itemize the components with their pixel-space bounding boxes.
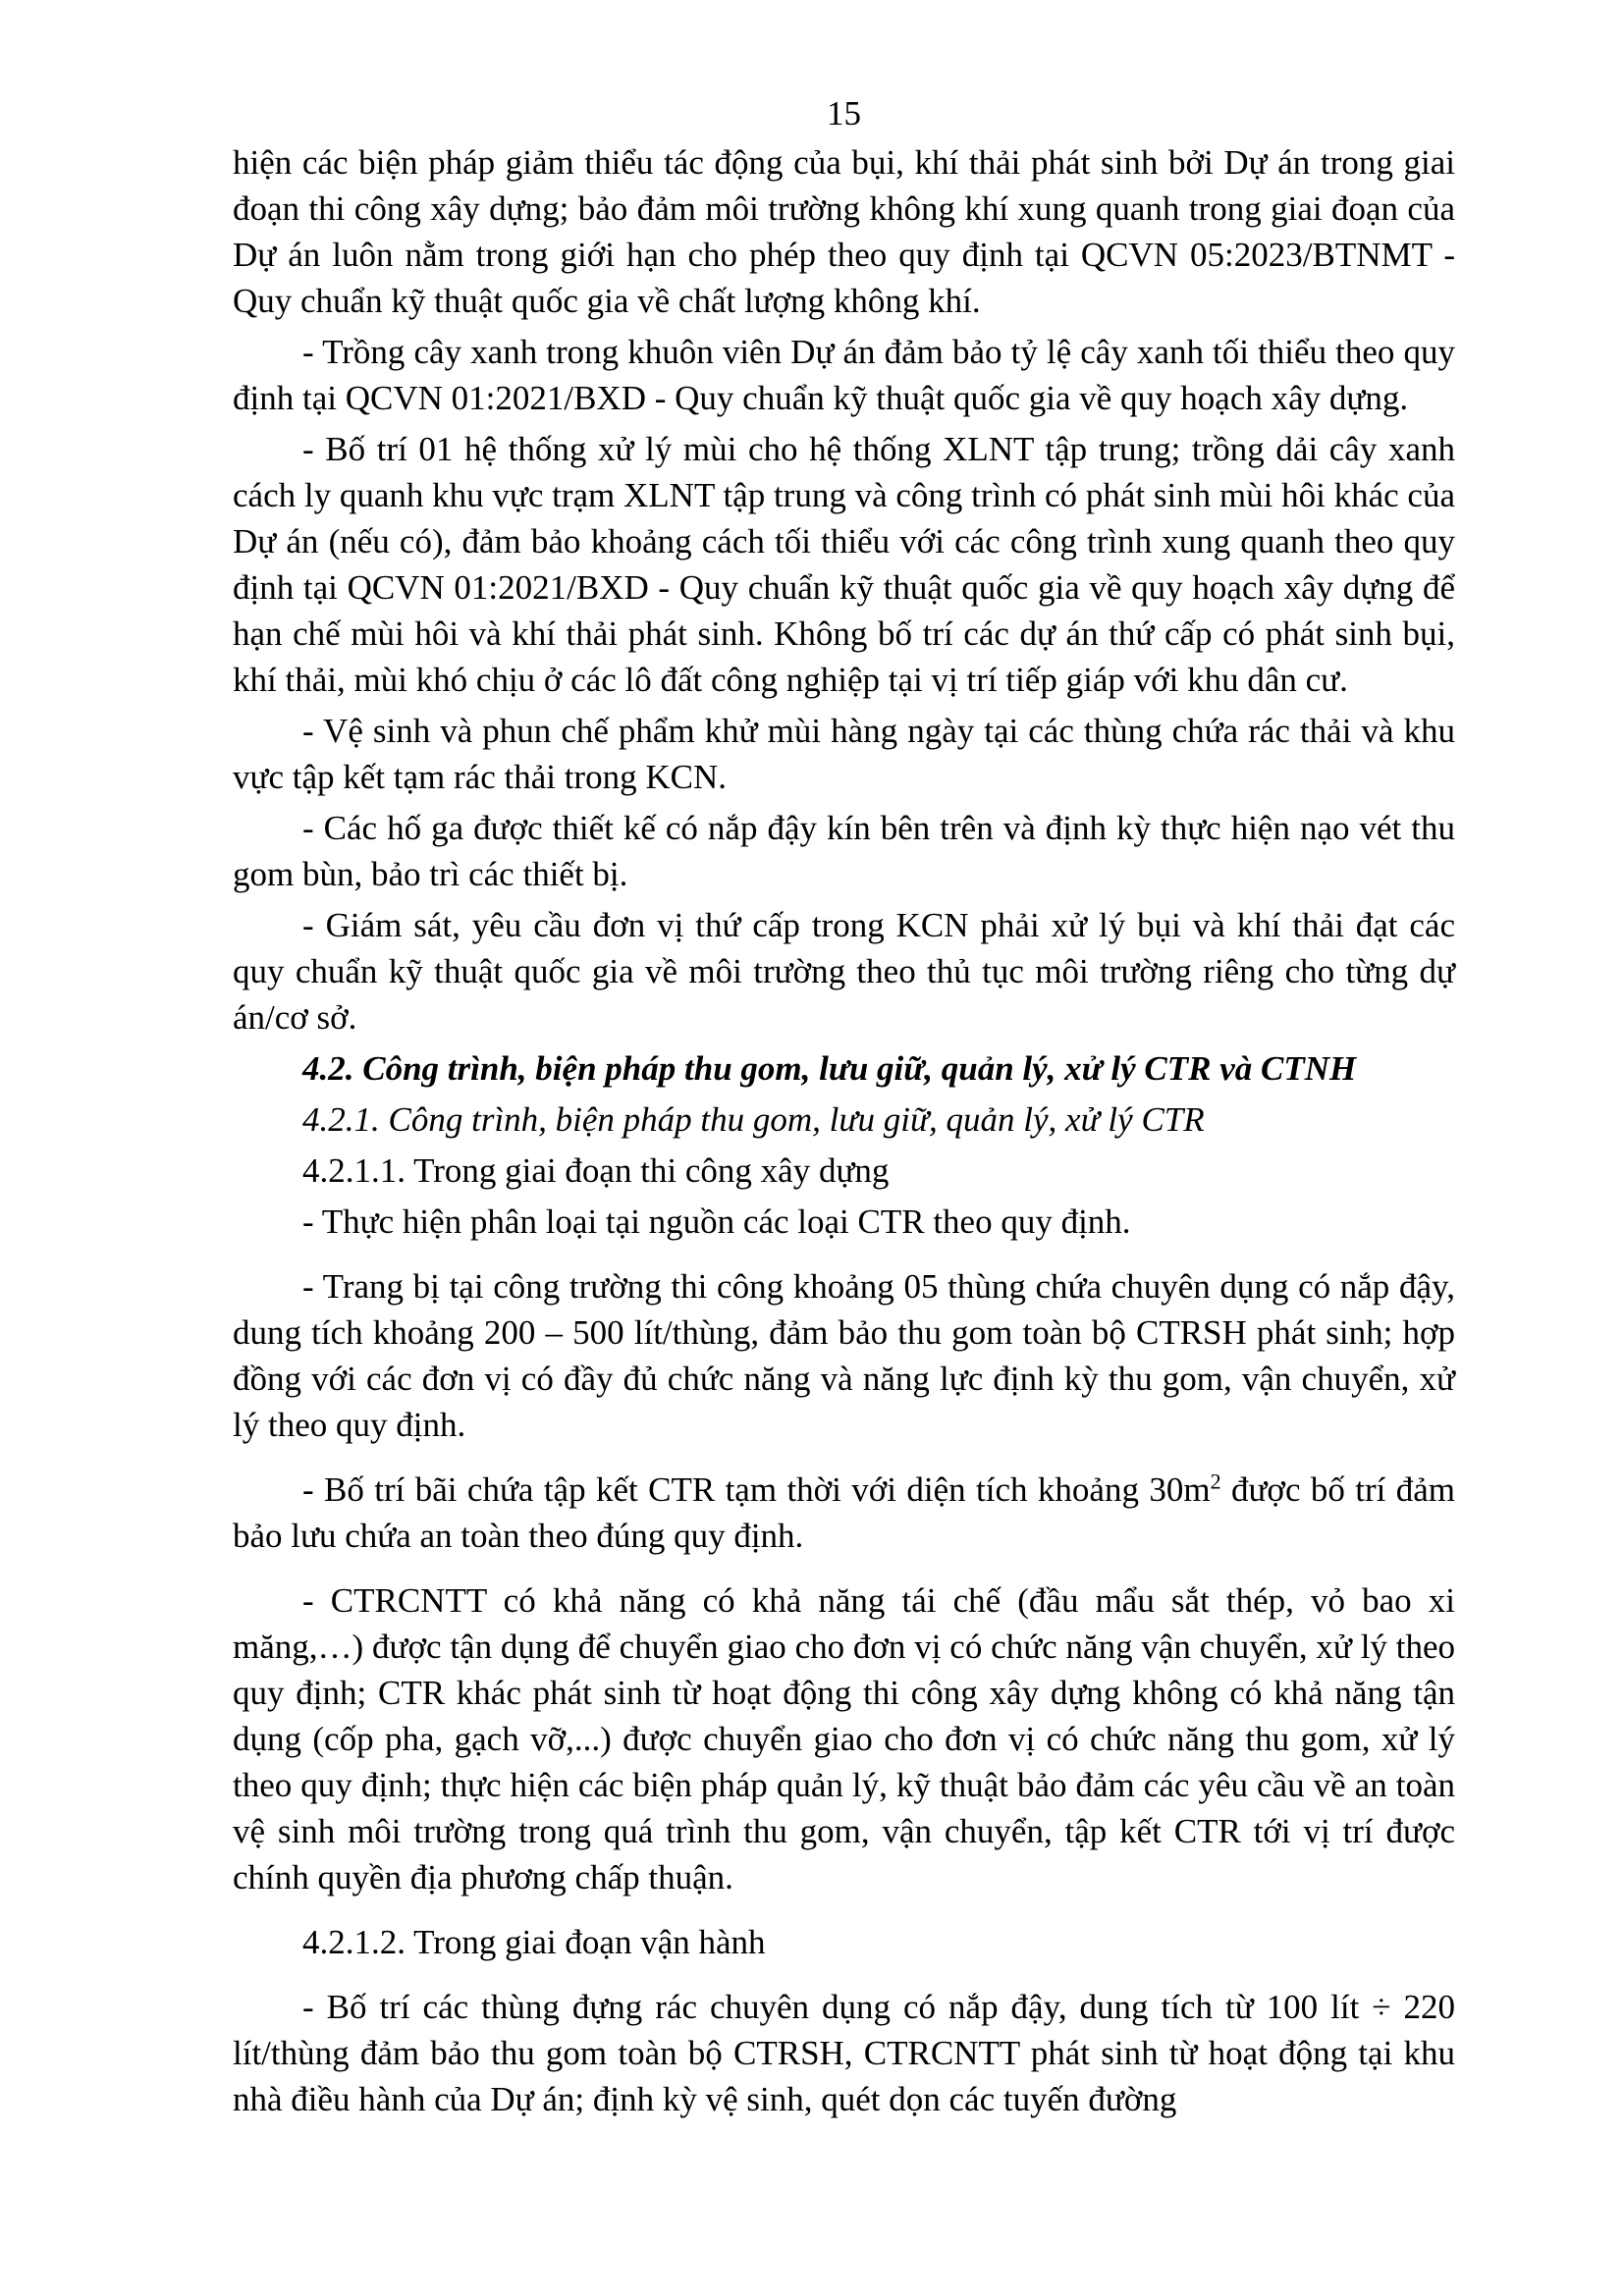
paragraph-operation-bins: - Bố trí các thùng đựng rác chuyên dụng có nắp đậy, dung tích từ 100 lít ÷ 220 lít/thùng đảm bảo thu gom toàn bộ CTRSH, CTRCNTT phát sinh từ hoạt động tại khu nhà điều hành của Dự án; định kỳ vệ sinh, quét dọn các tuyến đường: [233, 1988, 1455, 2118]
paragraph-construction-waste: - CTRCNTT có khả năng có khả năng tái chế (đầu mẩu sắt thép, vỏ bao xi măng,…) được tận dụng để chuyển giao cho đơn vị có chức năng vận chuyển, xử lý theo quy định; CTR khác phát sinh từ hoạt động thi công xây dựng không có khả năng tận dụng (cốp pha, gạch vỡ,...) được chuyển giao cho đơn vị có chức năng thu gom, xử lý theo quy định; thực hiện các biện pháp quản lý, kỹ thuật bảo đảm các yêu cầu về an toàn vệ sinh môi trường trong quá trình thu gom, vận chuyển, tập kết CTR tới vị trí được chính quyền địa phương chấp thuận.: [233, 1581, 1455, 1896]
paragraph-tree-planting: - Trồng cây xanh trong khuôn viên Dự án đảm bảo tỷ lệ cây xanh tối thiểu theo quy định tại QCVN 01:2021/BXD - Quy chuẩn kỹ thuật quốc gia về quy hoạch xây dựng.: [233, 333, 1455, 417]
paragraph-odor-treatment: - Bố trí 01 hệ thống xử lý mùi cho hệ thống XLNT tập trung; trồng dải cây xanh cách ly quanh khu vực trạm XLNT tập trung và công trình có phát sinh mùi hôi khác của Dự án (nếu có), đảm bảo khoảng cách tối thiểu với các công trình xung quanh theo quy định tại QCVN 01:2021/BXD - Quy chuẩn kỹ thuật quốc gia về quy hoạch xây dựng để hạn chế mùi hôi và khí thải phát sinh. Không bố trí các dự án thứ cấp có phát sinh bụi, khí thải, mùi khó chịu ở các lô đất công nghiệp tại vị trí tiếp giáp với khu dân cư.: [233, 430, 1455, 699]
heading-4-2-1: 4.2.1. Công trình, biện pháp thu gom, lưu giữ, quản lý, xử lý CTR: [302, 1100, 1205, 1139]
paragraph-continued: hiện các biện pháp giảm thiểu tác động của bụi, khí thải phát sinh bởi Dự án trong giai đoạn thi công xây dựng; bảo đảm môi trường không khí xung quanh trong giai đoạn của Dự án luôn nằm trong giới hạn cho phép theo quy định tại QCVN 05:2023/BTNMT - Quy chuẩn kỹ thuật quốc gia về chất lượng không khí.: [233, 143, 1455, 320]
heading-4-2-1-1: 4.2.1.1. Trong giai đoạn thi công xây dựng: [302, 1151, 890, 1190]
page-number: 15: [827, 94, 861, 133]
paragraph-source-sorting: - Thực hiện phân loại tại nguồn các loại CTR theo quy định.: [302, 1202, 1131, 1241]
document-page: [233, 90, 1455, 2127]
storage-yard-superscript: 2: [1210, 1468, 1221, 1494]
storage-yard-text-a: - Bố trí bãi chứa tập kết CTR tạm thời với diện tích khoảng 30m: [302, 1470, 1211, 1509]
paragraph-manholes: - Các hố ga được thiết kế có nắp đậy kín bên trên và định kỳ thực hiện nạo vét thu gom bùn, bảo trì các thiết bị.: [233, 809, 1455, 893]
paragraph-waste-bins: - Trang bị tại công trường thi công khoảng 05 thùng chứa chuyên dụng có nắp đậy, dung tích khoảng 200 – 500 lít/thùng, đảm bảo thu gom toàn bộ CTRSH phát sinh; hợp đồng với các đơn vị có đầy đủ chức năng và năng lực định kỳ thu gom, vận chuyển, xử lý theo quy định.: [233, 1267, 1455, 1444]
storage-yard-text-b: được bố trí đảm bảo lưu chứa an toàn theo đúng quy định.: [233, 1470, 1455, 1555]
paragraph-storage-yard: [233, 1467, 1455, 1559]
paragraph-supervision: - Giám sát, yêu cầu đơn vị thứ cấp trong KCN phải xử lý bụi và khí thải đạt các quy chuẩn kỹ thuật quốc gia về môi trường theo thủ tục môi trường riêng cho từng dự án/cơ sở.: [233, 906, 1455, 1037]
heading-4-2: 4.2. Công trình, biện pháp thu gom, lưu giữ, quản lý, xử lý CTR và CTNH: [302, 1049, 1357, 1088]
paragraph-deodorant-spraying: - Vệ sinh và phun chế phẩm khử mùi hàng ngày tại các thùng chứa rác thải và khu vực tập kết tạm rác thải trong KCN.: [233, 712, 1455, 796]
heading-4-2-1-2: 4.2.1.2. Trong giai đoạn vận hành: [302, 1923, 766, 1961]
